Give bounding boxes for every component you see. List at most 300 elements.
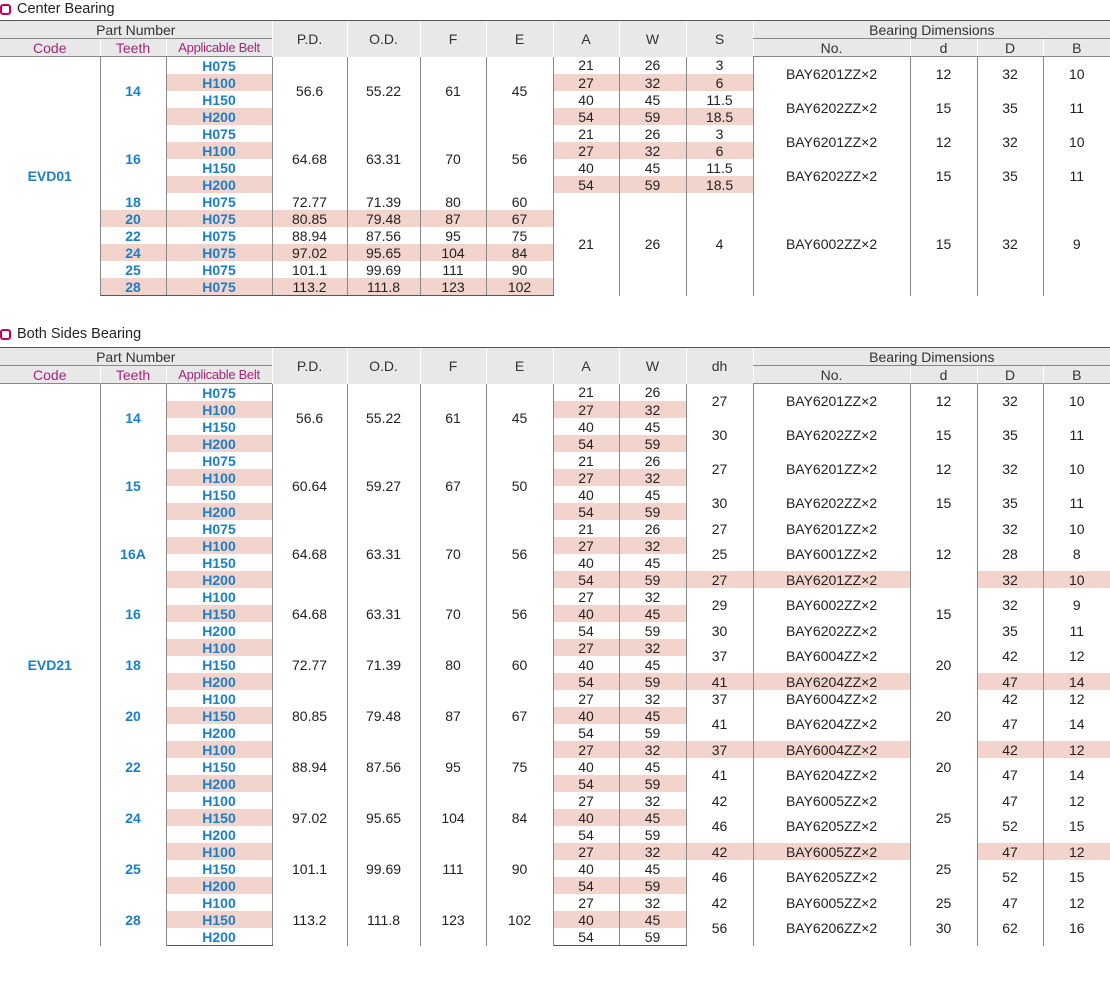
bearing-no-cell: BAY6204ZZ×2	[753, 707, 910, 741]
w-cell: 45	[619, 418, 686, 435]
header-w: W	[619, 348, 686, 384]
bearing-D-cell: 47	[977, 792, 1043, 809]
w-cell: 59	[619, 435, 686, 452]
header-w: W	[619, 21, 686, 57]
section-title: Both Sides Bearing	[17, 326, 142, 342]
s-cell: 4	[686, 193, 753, 296]
header-teeth: Teeth	[100, 39, 166, 57]
bearing-d-cell: 12	[910, 125, 977, 159]
a-cell: 27	[553, 469, 619, 486]
teeth-cell: 15	[100, 452, 166, 520]
dim-cell: 45	[619, 91, 686, 108]
belt-cell: H075	[166, 384, 272, 402]
bearing-D-cell: 32	[977, 588, 1043, 622]
bearing-d-cell: 15	[910, 159, 977, 193]
section-bullet-icon	[0, 329, 11, 340]
header-od: O.D.	[347, 348, 420, 384]
dh-cell: 25	[686, 537, 753, 571]
bearing-D-cell: 47	[977, 758, 1043, 792]
a-cell: 40	[553, 418, 619, 435]
bearing-D-cell: 42	[977, 639, 1043, 673]
belt-cell: H100	[166, 401, 272, 418]
dim-cell: 54	[553, 176, 619, 193]
belt-cell: H200	[166, 877, 272, 894]
bearing-B-cell: 11	[1069, 622, 1085, 639]
section-heading-both	[0, 325, 141, 343]
dh-cell: 29	[686, 588, 753, 622]
bearing-d-cell: 15	[910, 193, 977, 296]
bearing-D-cell: 32	[977, 520, 1043, 537]
bearing-no-cell: BAY6004ZZ×2	[753, 690, 910, 707]
bearing-D-cell: 52	[977, 860, 1043, 894]
dim-cell: 32	[619, 74, 686, 91]
a-cell: 54	[553, 928, 619, 946]
w-cell: 59	[619, 571, 686, 588]
pd-cell: 64.68	[272, 520, 347, 588]
table-row	[0, 741, 1110, 758]
bearing-D-cell: 32	[977, 571, 1043, 588]
dh-cell: 56	[686, 911, 753, 946]
bearing-no-cell: BAY6002ZZ×2	[753, 193, 910, 296]
bearing-D-cell: 32	[977, 57, 1043, 92]
w-cell: 45	[619, 656, 686, 673]
bearing-no-cell: BAY6201ZZ×2	[753, 125, 910, 159]
section-bullet-icon	[0, 4, 11, 15]
bearing-no-cell: BAY6202ZZ×2	[753, 159, 910, 193]
table-row	[0, 418, 1110, 435]
od-cell: 63.31	[347, 588, 420, 639]
belt-cell: H150	[166, 159, 272, 176]
bearing-no-cell: BAY6201ZZ×2	[753, 384, 910, 419]
a-cell: 54	[553, 724, 619, 741]
od-cell: 111.8	[347, 278, 420, 296]
bearing-B-cell: 14	[1069, 716, 1085, 732]
table-row	[0, 452, 1110, 469]
w-cell: 45	[619, 486, 686, 503]
dh-cell: 42	[686, 792, 753, 809]
bearing-D-cell: 32	[977, 384, 1043, 419]
f-cell: 104	[420, 244, 486, 261]
belt-cell: H150	[166, 605, 272, 622]
w-cell: 32	[619, 843, 686, 860]
bearing-B-cell: 15	[1069, 818, 1085, 834]
w-cell: 32	[619, 894, 686, 911]
bearing-D-cell: 32	[977, 125, 1043, 159]
center-bearing-table	[0, 20, 1110, 296]
bearing-D-cell: 32	[977, 452, 1043, 486]
e-cell: 50	[486, 452, 553, 520]
belt-cell: H100	[166, 469, 272, 486]
header-pd: P.D.	[272, 348, 347, 384]
bearing-D-cell: 47	[977, 673, 1043, 690]
header-d-small: d	[910, 39, 977, 57]
table-row	[0, 911, 1110, 928]
header-no: No.	[753, 39, 910, 57]
w-cell: 45	[619, 758, 686, 775]
belt-cell: H200	[166, 622, 272, 639]
belt-cell: H150	[166, 860, 272, 877]
pd-cell: 80.85	[272, 690, 347, 741]
table-row	[0, 690, 1110, 707]
w-cell: 45	[619, 554, 686, 571]
f-cell: 87	[420, 210, 486, 227]
a-cell: 27	[553, 639, 619, 656]
a-cell: 27	[553, 792, 619, 809]
belt-cell: H150	[166, 707, 272, 724]
bearing-B-cell: 11	[1069, 427, 1085, 443]
bearing-B-cell: 12	[1069, 792, 1085, 809]
dh-cell: 27	[686, 452, 753, 486]
pd-cell: 80.85	[272, 210, 347, 227]
a-cell: 54	[553, 571, 619, 588]
a-cell: 40	[553, 605, 619, 622]
header-e: E	[486, 348, 553, 384]
dh-cell: 42	[686, 843, 753, 860]
header-bearing-dimensions: Bearing Dimensions	[753, 348, 1110, 366]
f-cell: 123	[420, 278, 486, 296]
od-cell: 59.27	[347, 452, 420, 520]
header-a: A	[553, 21, 619, 57]
a-cell: 21	[553, 520, 619, 537]
belt-cell: H100	[166, 537, 272, 554]
dim-cell: 32	[619, 142, 686, 159]
bearing-no-cell: BAY6201ZZ×2	[753, 57, 910, 92]
e-cell: 56	[486, 520, 553, 588]
belt-cell: H100	[166, 741, 272, 758]
belt-cell: H075	[166, 227, 272, 244]
e-cell: 45	[486, 57, 553, 126]
teeth-cell: 24	[100, 792, 166, 843]
belt-cell: H075	[166, 261, 272, 278]
belt-cell: H200	[166, 826, 272, 843]
belt-cell: H150	[166, 91, 272, 108]
od-cell: 95.65	[347, 244, 420, 261]
belt-cell: H200	[166, 571, 272, 588]
bearing-d-cell: 20	[910, 690, 977, 741]
w-cell: 45	[619, 707, 686, 724]
bearing-no-cell: BAY6204ZZ×2	[753, 758, 910, 792]
w-cell: 32	[619, 741, 686, 758]
f-cell: 87	[420, 690, 486, 741]
belt-cell: H200	[166, 775, 272, 792]
dim-cell: 21	[553, 125, 619, 142]
w-cell: 59	[619, 503, 686, 520]
belt-cell: H150	[166, 911, 272, 928]
od-cell: 87.56	[347, 741, 420, 792]
bearing-B-cell: 11	[1069, 168, 1085, 184]
bearing-no-cell: BAY6201ZZ×2	[753, 452, 910, 486]
pd-cell: 88.94	[272, 741, 347, 792]
bearing-d-cell: 25	[910, 894, 977, 911]
a-cell: 54	[553, 673, 619, 690]
bearing-B-cell: 11	[1069, 495, 1085, 511]
teeth-cell: 14	[100, 57, 166, 126]
bearing-B-cell: 12	[1069, 648, 1085, 664]
od-cell: 55.22	[347, 57, 420, 126]
a-cell: 40	[553, 758, 619, 775]
header-spacer: S	[686, 21, 753, 57]
f-cell: 61	[420, 57, 486, 126]
bearing-D-cell: 42	[977, 690, 1043, 707]
belt-cell: H200	[166, 673, 272, 690]
dh-cell: 27	[686, 384, 753, 419]
bearing-D-cell: 28	[977, 537, 1043, 571]
dh-cell: 30	[686, 622, 753, 639]
bearing-d-cell: 15	[910, 418, 977, 452]
table-row	[0, 193, 1110, 210]
dim-cell: 11.5	[686, 159, 753, 176]
bearing-D-cell: 47	[977, 843, 1043, 860]
a-cell: 40	[553, 554, 619, 571]
header-pd: P.D.	[272, 21, 347, 57]
pd-cell: 60.64	[272, 452, 347, 520]
dim-cell: 59	[619, 108, 686, 125]
belt-cell: H150	[166, 809, 272, 826]
bearing-B-cell: 11	[1069, 100, 1085, 116]
bearing-no-cell: BAY6206ZZ×2	[753, 911, 910, 946]
table-row	[0, 125, 1110, 142]
belt-cell: H100	[166, 639, 272, 656]
bearing-B-cell: 16	[1069, 920, 1085, 937]
f-cell: 61	[420, 384, 486, 453]
w-cell: 32	[619, 792, 686, 809]
bearing-D-cell: 35	[977, 91, 1043, 125]
teeth-cell: 18	[100, 193, 166, 210]
belt-cell: H075	[166, 125, 272, 142]
a-cell: 40	[553, 809, 619, 826]
bearing-no-cell: BAY6205ZZ×2	[753, 860, 910, 894]
teeth-cell: 22	[100, 227, 166, 244]
f-cell: 67	[420, 452, 486, 520]
od-cell: 55.22	[347, 384, 420, 453]
dim-cell: 18.5	[686, 108, 753, 125]
a-cell: 27	[553, 401, 619, 418]
bearing-B-cell: 12	[1043, 741, 1110, 758]
f-cell: 70	[420, 125, 486, 193]
belt-cell: H075	[166, 520, 272, 537]
pd-cell: 88.94	[272, 227, 347, 244]
bearing-d-cell: 25	[910, 843, 977, 894]
belt-cell: H150	[166, 486, 272, 503]
pd-cell: 72.77	[272, 193, 347, 210]
w-cell: 59	[619, 724, 686, 741]
belt-cell: H100	[166, 588, 272, 605]
belt-cell: H075	[166, 193, 272, 210]
table-row	[0, 843, 1110, 860]
od-cell: 79.48	[347, 690, 420, 741]
belt-cell: H100	[166, 894, 272, 911]
od-cell: 71.39	[347, 639, 420, 690]
teeth-cell: 25	[100, 261, 166, 278]
w-cell: 32	[619, 639, 686, 656]
bearing-d-cell: 15	[910, 91, 977, 125]
bearing-no-cell: BAY6005ZZ×2	[753, 843, 910, 860]
w-cell: 59	[619, 928, 686, 946]
section-heading-center	[0, 0, 115, 18]
belt-cell: H200	[166, 503, 272, 520]
dh-cell: 37	[686, 639, 753, 673]
e-cell: 45	[486, 384, 553, 453]
bearing-B-cell: 10	[1069, 461, 1085, 477]
bearing-no-cell: BAY6004ZZ×2	[753, 741, 910, 758]
a-cell: 21	[553, 452, 619, 469]
bearing-B-cell: 10	[1069, 66, 1085, 82]
e-cell: 56	[486, 588, 553, 639]
belt-cell: H100	[166, 843, 272, 860]
bearing-no-cell: BAY6202ZZ×2	[753, 486, 910, 520]
header-applicable-belt: Applicable Belt	[166, 366, 272, 384]
header-a: A	[553, 348, 619, 384]
bearing-no-cell: BAY6202ZZ×2	[753, 622, 910, 639]
bearing-B-cell: 12	[1043, 843, 1110, 860]
bearing-B-cell: 15	[1069, 869, 1085, 885]
header-d-big: D	[977, 39, 1043, 57]
table-row	[0, 639, 1110, 656]
pd-cell: 64.68	[272, 125, 347, 193]
bearing-d-cell: 12	[910, 384, 977, 419]
a-cell: 27	[553, 741, 619, 758]
dh-cell: 27	[686, 520, 753, 537]
f-cell: 70	[420, 588, 486, 639]
pd-cell: 97.02	[272, 244, 347, 261]
header-d-big: D	[977, 366, 1043, 384]
bearing-no-cell: BAY6004ZZ×2	[753, 639, 910, 673]
table-row	[0, 91, 1110, 108]
bearing-d-cell: 20	[910, 639, 977, 690]
bearing-D-cell: 35	[977, 622, 1043, 639]
w-cell: 45	[619, 809, 686, 826]
bearing-D-cell: 35	[977, 486, 1043, 520]
bearing-B-cell: 9	[1072, 236, 1081, 253]
dim-cell: 26	[619, 57, 686, 75]
header-part-number: Part Number	[0, 21, 272, 39]
bearing-no-cell: BAY6202ZZ×2	[753, 418, 910, 452]
e-cell: 84	[486, 244, 553, 261]
bearing-no-cell: BAY6204ZZ×2	[753, 673, 910, 690]
od-cell: 63.31	[347, 125, 420, 193]
teeth-cell: 20	[100, 210, 166, 227]
both-sides-bearing-table	[0, 347, 1110, 946]
e-cell: 75	[486, 227, 553, 244]
dh-cell: 41	[686, 673, 753, 690]
a-cell: 27	[553, 894, 619, 911]
dh-cell: 37	[686, 741, 753, 758]
teeth-cell: 28	[100, 278, 166, 296]
dim-cell: 45	[619, 159, 686, 176]
e-cell: 90	[486, 261, 553, 278]
a-cell: 21	[553, 193, 619, 296]
header-applicable-belt: Applicable Belt	[166, 39, 272, 57]
bearing-no-cell: BAY6005ZZ×2	[753, 894, 910, 911]
bearing-B-cell: 10	[1069, 393, 1085, 409]
header-spacer: dh	[686, 348, 753, 384]
w-cell: 32	[619, 588, 686, 605]
od-cell: 99.69	[347, 843, 420, 894]
dh-cell: 37	[686, 690, 753, 707]
table-row	[0, 792, 1110, 809]
f-cell: 80	[420, 639, 486, 690]
e-cell: 56	[486, 125, 553, 193]
e-cell: 102	[486, 894, 553, 946]
belt-cell: H100	[166, 690, 272, 707]
pd-cell: 113.2	[272, 278, 347, 296]
a-cell: 40	[553, 860, 619, 877]
dh-cell: 42	[686, 894, 753, 911]
code-cell: EVD21	[0, 384, 100, 946]
pd-cell: 64.68	[272, 588, 347, 639]
header-code: Code	[0, 366, 100, 384]
a-cell: 54	[553, 775, 619, 792]
teeth-cell: 18	[100, 639, 166, 690]
bearing-d-cell: 25	[910, 792, 977, 843]
table-row	[0, 520, 1110, 537]
pd-cell: 101.1	[272, 843, 347, 894]
bearing-D-cell: 35	[977, 418, 1043, 452]
dim-cell: 59	[619, 176, 686, 193]
teeth-cell: 22	[100, 741, 166, 792]
pd-cell: 56.6	[272, 384, 347, 453]
a-cell: 27	[553, 588, 619, 605]
od-cell: 95.65	[347, 792, 420, 843]
w-cell: 32	[619, 537, 686, 554]
bearing-B-cell: 14	[1043, 673, 1110, 690]
header-bearing-dimensions: Bearing Dimensions	[753, 21, 1110, 39]
w-cell: 32	[619, 690, 686, 707]
header-part-number: Part Number	[0, 348, 272, 366]
belt-cell: H200	[166, 435, 272, 452]
od-cell: 87.56	[347, 227, 420, 244]
dim-cell: 27	[553, 142, 619, 159]
belt-cell: H100	[166, 142, 272, 159]
a-cell: 40	[553, 707, 619, 724]
w-cell: 32	[619, 401, 686, 418]
f-cell: 80	[420, 193, 486, 210]
e-cell: 102	[486, 278, 553, 296]
teeth-cell: 16	[100, 588, 166, 639]
header-f: F	[420, 348, 486, 384]
bearing-D-cell: 47	[977, 707, 1043, 741]
dim-cell: 6	[686, 74, 753, 91]
bearing-d-cell: 15	[910, 588, 977, 639]
dim-cell: 40	[553, 159, 619, 176]
belt-cell: H075	[166, 244, 272, 261]
a-cell: 40	[553, 911, 619, 928]
belt-cell: H075	[166, 57, 272, 75]
bearing-d-cell: 12	[910, 452, 977, 486]
pd-cell: 97.02	[272, 792, 347, 843]
teeth-cell: 24	[100, 244, 166, 261]
table-row	[0, 159, 1110, 176]
bearing-no-cell: BAY6202ZZ×2	[753, 91, 910, 125]
a-cell: 54	[553, 503, 619, 520]
od-cell: 79.48	[347, 210, 420, 227]
bearing-d-cell: 12	[910, 57, 977, 92]
w-cell: 59	[619, 673, 686, 690]
header-d-small: d	[910, 366, 977, 384]
dim-cell: 21	[553, 57, 619, 75]
w-cell: 26	[619, 384, 686, 402]
bearing-D-cell: 52	[977, 809, 1043, 843]
belt-cell: H150	[166, 554, 272, 571]
dh-cell: 41	[686, 758, 753, 792]
dh-cell: 46	[686, 860, 753, 894]
dim-cell: 3	[686, 125, 753, 142]
bearing-D-cell: 62	[977, 911, 1043, 946]
bearing-B-cell: 10	[1043, 571, 1110, 588]
pd-cell: 101.1	[272, 261, 347, 278]
belt-cell: H200	[166, 724, 272, 741]
belt-cell: H150	[166, 418, 272, 435]
